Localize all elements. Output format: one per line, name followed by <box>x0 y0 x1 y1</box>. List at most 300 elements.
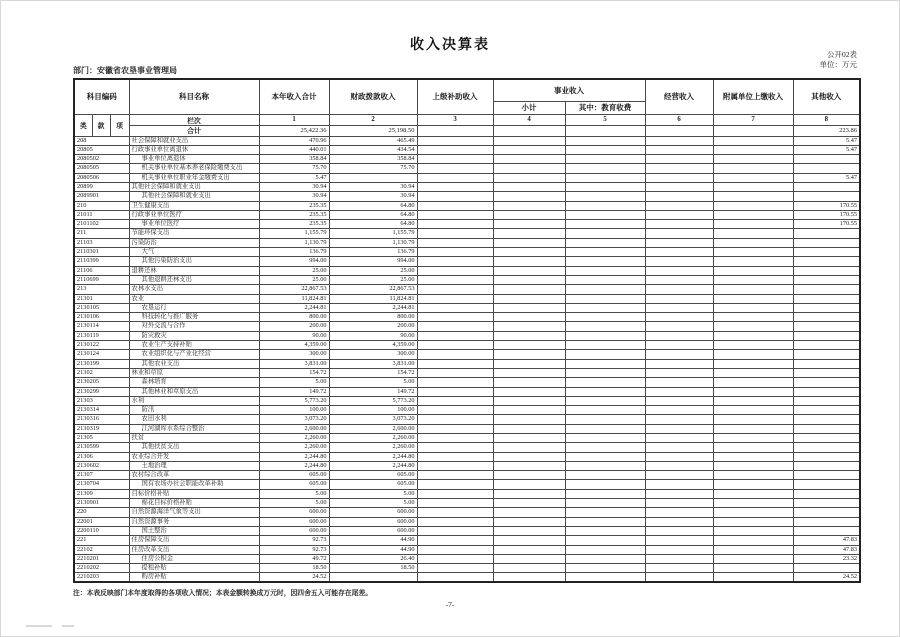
row-biz-edu <box>565 508 645 517</box>
table-row <box>74 192 860 201</box>
row-code: 2101102 <box>74 220 129 229</box>
row-affiliated <box>713 564 793 573</box>
row-biz-subtotal <box>493 554 565 563</box>
row-superior <box>417 378 493 387</box>
table-row <box>74 452 860 461</box>
header-row-1 <box>74 79 860 101</box>
row-total: 49.72 <box>259 554 329 563</box>
row-code: 2080502 <box>74 155 129 164</box>
row-biz-subtotal <box>493 396 565 405</box>
row-biz-subtotal <box>493 471 565 480</box>
row-biz-edu <box>565 443 645 452</box>
row-total: 5.00 <box>259 378 329 387</box>
row-biz-subtotal <box>493 294 565 303</box>
row-name: 住房保障支出 <box>129 536 259 545</box>
table-row <box>74 331 860 340</box>
row-superior <box>417 526 493 535</box>
row-affiliated <box>713 155 793 164</box>
row-superior <box>417 145 493 154</box>
row-biz-subtotal <box>493 210 565 219</box>
row-name: 目标价格补贴 <box>129 489 259 498</box>
row-biz-edu <box>565 434 645 443</box>
row-affiliated <box>713 229 793 238</box>
table-row <box>74 155 860 164</box>
row-name: 农业生产支持补贴 <box>129 341 259 350</box>
row-name: 社会保障和就业支出 <box>129 136 259 145</box>
row-total: 1,155.79 <box>259 229 329 238</box>
row-fiscal: 136.79 <box>329 248 417 257</box>
row-affiliated <box>713 164 793 173</box>
row-operating <box>645 350 713 359</box>
row-code: 2130122 <box>74 341 129 350</box>
row-biz-edu <box>565 350 645 359</box>
row-biz-edu <box>565 313 645 322</box>
table-row <box>74 471 860 480</box>
page-title: 收入决算表 <box>410 38 490 53</box>
row-total: 2,260.00 <box>259 443 329 452</box>
row-total: 11,824.81 <box>259 294 329 303</box>
row-superior <box>417 350 493 359</box>
row-code: 2130599 <box>74 443 129 452</box>
row-superior <box>417 517 493 526</box>
row-name: 行政事业单位医疗 <box>129 210 259 219</box>
row-affiliated <box>713 350 793 359</box>
row-other: 5.47 <box>793 136 860 145</box>
row-biz-edu <box>565 238 645 247</box>
col-fiscal-header: 财政拨款收入 <box>329 79 417 114</box>
table-row <box>74 341 860 350</box>
row-superior <box>417 554 493 563</box>
col-subject-code-header: 科目编码 <box>74 79 129 114</box>
row-biz-edu <box>565 303 645 312</box>
row-other <box>793 424 860 433</box>
table-row <box>74 554 860 563</box>
row-operating <box>645 229 713 238</box>
row-operating <box>645 387 713 396</box>
row-biz-subtotal <box>493 173 565 182</box>
row-fiscal: 44.90 <box>329 545 417 554</box>
total-row-superior <box>417 125 493 136</box>
row-other <box>793 331 860 340</box>
row-biz-subtotal <box>493 322 565 331</box>
row-superior <box>417 471 493 480</box>
row-other: 23.32 <box>793 554 860 563</box>
row-fiscal: 1,155.79 <box>329 229 417 238</box>
row-fiscal: 3,831.00 <box>329 359 417 368</box>
column-number: 8 <box>793 114 860 125</box>
row-code: 2130199 <box>74 359 129 368</box>
row-biz-edu <box>565 173 645 182</box>
row-other <box>793 406 860 415</box>
column-number: 4 <box>493 114 565 125</box>
row-operating <box>645 489 713 498</box>
department-label: 部门：安徽省农垦事业管理局 <box>73 66 177 75</box>
row-total: 2,244.81 <box>259 303 329 312</box>
row-code: 2130704 <box>74 480 129 489</box>
row-biz-edu <box>565 536 645 545</box>
row-biz-edu <box>565 145 645 154</box>
row-superior <box>417 573 493 582</box>
column-number: 5 <box>565 114 645 125</box>
col-operating-header: 经营收入 <box>645 79 713 114</box>
row-other <box>793 322 860 331</box>
row-code: 2110399 <box>74 257 129 266</box>
table-row <box>74 461 860 470</box>
row-biz-edu <box>565 341 645 350</box>
column-number: 1 <box>259 114 329 125</box>
row-superior <box>417 238 493 247</box>
table-row <box>74 443 860 452</box>
row-other <box>793 489 860 498</box>
table-row <box>74 173 860 182</box>
row-biz-edu <box>565 396 645 405</box>
col-business-group-header: 事业收入 <box>493 79 645 101</box>
row-superior <box>417 164 493 173</box>
row-biz-edu <box>565 136 645 145</box>
row-fiscal: 605.00 <box>329 471 417 480</box>
row-total: 149.72 <box>259 387 329 396</box>
row-operating <box>645 303 713 312</box>
column-number: 2 <box>329 114 417 125</box>
page-number: -7- <box>445 600 455 609</box>
row-name: 国有农场办社会职能改革补助 <box>129 480 259 489</box>
column-numbers-row <box>74 114 860 125</box>
row-biz-edu <box>565 452 645 461</box>
table-row <box>74 526 860 535</box>
row-code: 2089901 <box>74 192 129 201</box>
row-total: 440.01 <box>259 145 329 154</box>
table-row <box>74 480 860 489</box>
row-total: 235.35 <box>259 220 329 229</box>
table-row <box>74 248 860 257</box>
row-other <box>793 313 860 322</box>
row-operating <box>645 275 713 284</box>
table-row <box>74 406 860 415</box>
total-row-operating <box>645 125 713 136</box>
table-row <box>74 145 860 154</box>
row-fiscal: 358.84 <box>329 155 417 164</box>
table-row <box>74 201 860 210</box>
row-name: 污染防治 <box>129 238 259 247</box>
row-fiscal: 800.00 <box>329 313 417 322</box>
table-row <box>74 424 860 433</box>
row-affiliated <box>713 266 793 275</box>
row-biz-subtotal <box>493 350 565 359</box>
row-biz-subtotal <box>493 368 565 377</box>
row-affiliated <box>713 313 793 322</box>
row-superior <box>417 313 493 322</box>
table-row <box>74 415 860 424</box>
row-other <box>793 499 860 508</box>
row-total: 92.73 <box>259 545 329 554</box>
row-operating <box>645 406 713 415</box>
row-affiliated <box>713 145 793 154</box>
row-biz-edu <box>565 499 645 508</box>
total-row-biz-edu <box>565 125 645 136</box>
table-row <box>74 266 860 275</box>
row-biz-edu <box>565 526 645 535</box>
row-other <box>793 155 860 164</box>
row-code: 2200110 <box>74 526 129 535</box>
row-affiliated <box>713 285 793 294</box>
row-name: 其他农业支出 <box>129 359 259 368</box>
table-row <box>74 303 860 312</box>
row-name: 其他扶贫支出 <box>129 443 259 452</box>
row-other <box>793 294 860 303</box>
total-row-fiscal: 25,198.50 <box>329 125 417 136</box>
row-fiscal: 434.54 <box>329 145 417 154</box>
row-other: 5.47 <box>793 145 860 154</box>
row-operating <box>645 480 713 489</box>
row-other <box>793 387 860 396</box>
row-biz-edu <box>565 294 645 303</box>
row-name: 其他退耕还林支出 <box>129 275 259 284</box>
row-biz-edu <box>565 564 645 573</box>
row-superior <box>417 508 493 517</box>
row-superior <box>417 359 493 368</box>
row-total: 600.00 <box>259 517 329 526</box>
row-operating <box>645 201 713 210</box>
row-operating <box>645 573 713 582</box>
row-other <box>793 471 860 480</box>
table-row <box>74 508 860 517</box>
row-fiscal: 25.00 <box>329 275 417 284</box>
row-total: 470.96 <box>259 136 329 145</box>
row-superior <box>417 461 493 470</box>
row-affiliated <box>713 387 793 396</box>
row-operating <box>645 554 713 563</box>
footnote: 注：本表反映部门本年度取得的各项收入情况；本表金额转换成万元时，因四舍五入可能存在尾差。 <box>73 590 373 597</box>
row-biz-subtotal <box>493 434 565 443</box>
row-total: 5.00 <box>259 499 329 508</box>
code-part-kuan: 款 <box>92 114 110 136</box>
row-superior <box>417 452 493 461</box>
row-fiscal: 18.50 <box>329 564 417 573</box>
row-superior <box>417 136 493 145</box>
row-other: 5.47 <box>793 173 860 182</box>
col-superior-header: 上级补助收入 <box>417 79 493 114</box>
row-superior <box>417 182 493 191</box>
col-business-subtotal-header: 小计 <box>493 101 565 114</box>
row-superior <box>417 210 493 219</box>
row-biz-subtotal <box>493 526 565 535</box>
row-biz-subtotal <box>493 461 565 470</box>
row-operating <box>645 424 713 433</box>
row-superior <box>417 275 493 284</box>
row-affiliated <box>713 434 793 443</box>
column-number: 6 <box>645 114 713 125</box>
row-fiscal: 11,824.81 <box>329 294 417 303</box>
row-code: 22102 <box>74 545 129 554</box>
row-code: 21301 <box>74 294 129 303</box>
table-row <box>74 285 860 294</box>
row-biz-edu <box>565 248 645 257</box>
corner-labels <box>820 50 858 70</box>
row-total: 24.52 <box>259 573 329 582</box>
row-superior <box>417 285 493 294</box>
row-biz-subtotal <box>493 564 565 573</box>
row-operating <box>645 517 713 526</box>
row-operating <box>645 443 713 452</box>
row-name: 退耕还林 <box>129 266 259 275</box>
row-biz-subtotal <box>493 387 565 396</box>
row-affiliated <box>713 257 793 266</box>
row-other <box>793 452 860 461</box>
row-biz-edu <box>565 489 645 498</box>
row-name: 农田水利 <box>129 415 259 424</box>
col-affiliated-header: 附属单位上缴收入 <box>713 79 793 114</box>
row-superior <box>417 192 493 201</box>
row-code: 213 <box>74 285 129 294</box>
row-fiscal: 64.80 <box>329 201 417 210</box>
row-operating <box>645 285 713 294</box>
row-biz-edu <box>565 545 645 554</box>
row-affiliated <box>713 508 793 517</box>
row-affiliated <box>713 573 793 582</box>
row-biz-subtotal <box>493 182 565 191</box>
row-total: 3,073.20 <box>259 415 329 424</box>
row-biz-subtotal <box>493 508 565 517</box>
row-name: 林业和草原 <box>129 368 259 377</box>
lanci-label: 栏次 <box>129 114 259 125</box>
row-superior <box>417 341 493 350</box>
row-operating <box>645 173 713 182</box>
row-fiscal: 605.00 <box>329 480 417 489</box>
row-biz-edu <box>565 257 645 266</box>
row-operating <box>645 452 713 461</box>
total-row-total: 25,422.36 <box>259 125 329 136</box>
row-biz-edu <box>565 461 645 470</box>
row-other <box>793 182 860 191</box>
row-fiscal: 994.00 <box>329 257 417 266</box>
row-biz-subtotal <box>493 303 565 312</box>
row-operating <box>645 461 713 470</box>
row-fiscal: 26.40 <box>329 554 417 563</box>
row-operating <box>645 434 713 443</box>
row-operating <box>645 210 713 219</box>
row-operating <box>645 415 713 424</box>
table-row <box>74 322 860 331</box>
row-code: 21305 <box>74 434 129 443</box>
row-total: 800.00 <box>259 313 329 322</box>
row-fiscal: 465.49 <box>329 136 417 145</box>
row-biz-subtotal <box>493 145 565 154</box>
row-superior <box>417 489 493 498</box>
row-fiscal: 64.80 <box>329 210 417 219</box>
row-other <box>793 229 860 238</box>
row-fiscal: 25.00 <box>329 266 417 275</box>
row-operating <box>645 471 713 480</box>
row-code: 220 <box>74 508 129 517</box>
row-biz-subtotal <box>493 406 565 415</box>
row-biz-subtotal <box>493 359 565 368</box>
row-name: 行政事业单位离退休 <box>129 145 259 154</box>
row-total: 5.00 <box>259 489 329 498</box>
row-total: 300.00 <box>259 350 329 359</box>
row-superior <box>417 155 493 164</box>
row-biz-subtotal <box>493 499 565 508</box>
table-row <box>74 387 860 396</box>
row-other <box>793 396 860 405</box>
row-code: 21011 <box>74 210 129 219</box>
row-name: 对外交流与合作 <box>129 322 259 331</box>
row-other: 170.55 <box>793 220 860 229</box>
row-total: 358.84 <box>259 155 329 164</box>
row-biz-edu <box>565 266 645 275</box>
row-biz-edu <box>565 480 645 489</box>
table-row <box>74 136 860 145</box>
row-affiliated <box>713 248 793 257</box>
row-name: 水利 <box>129 396 259 405</box>
row-fiscal: 600.00 <box>329 508 417 517</box>
row-fiscal: 4,359.00 <box>329 341 417 350</box>
row-total: 30.94 <box>259 182 329 191</box>
row-biz-subtotal <box>493 536 565 545</box>
table-row <box>74 573 860 582</box>
row-affiliated <box>713 331 793 340</box>
row-biz-edu <box>565 164 645 173</box>
row-fiscal: 2,260.00 <box>329 443 417 452</box>
row-biz-edu <box>565 517 645 526</box>
row-biz-edu <box>565 285 645 294</box>
row-affiliated <box>713 526 793 535</box>
row-superior <box>417 220 493 229</box>
row-name: 机关事业单位职业年金缴费支出 <box>129 173 259 182</box>
row-biz-subtotal <box>493 489 565 498</box>
row-affiliated <box>713 415 793 424</box>
row-other <box>793 164 860 173</box>
row-biz-subtotal <box>493 480 565 489</box>
row-code: 21307 <box>74 471 129 480</box>
row-affiliated <box>713 536 793 545</box>
table-row <box>74 564 860 573</box>
row-other <box>793 303 860 312</box>
row-code: 210 <box>74 201 129 210</box>
row-superior <box>417 499 493 508</box>
row-operating <box>645 396 713 405</box>
row-biz-edu <box>565 331 645 340</box>
column-number: 7 <box>713 114 793 125</box>
row-name: 土地治理 <box>129 461 259 470</box>
row-total: 154.72 <box>259 368 329 377</box>
row-total: 4,359.00 <box>259 341 329 350</box>
row-biz-edu <box>565 201 645 210</box>
row-superior <box>417 406 493 415</box>
row-code: 21103 <box>74 238 129 247</box>
table-row <box>74 350 860 359</box>
table-row <box>74 536 860 545</box>
row-operating <box>645 508 713 517</box>
row-biz-subtotal <box>493 229 565 238</box>
row-superior <box>417 545 493 554</box>
row-biz-edu <box>565 275 645 284</box>
row-other: 170.55 <box>793 210 860 219</box>
col-subject-name-header: 科目名称 <box>129 79 259 114</box>
row-code: 221 <box>74 536 129 545</box>
table-row <box>74 229 860 238</box>
row-operating <box>645 248 713 257</box>
row-fiscal: 2,244.80 <box>329 461 417 470</box>
row-biz-edu <box>565 182 645 191</box>
row-biz-subtotal <box>493 248 565 257</box>
row-code: 2130901 <box>74 499 129 508</box>
row-name: 农垦运行 <box>129 303 259 312</box>
row-code: 21303 <box>74 396 129 405</box>
row-code: 2130124 <box>74 350 129 359</box>
row-biz-subtotal <box>493 164 565 173</box>
table-row <box>74 294 860 303</box>
row-operating <box>645 145 713 154</box>
